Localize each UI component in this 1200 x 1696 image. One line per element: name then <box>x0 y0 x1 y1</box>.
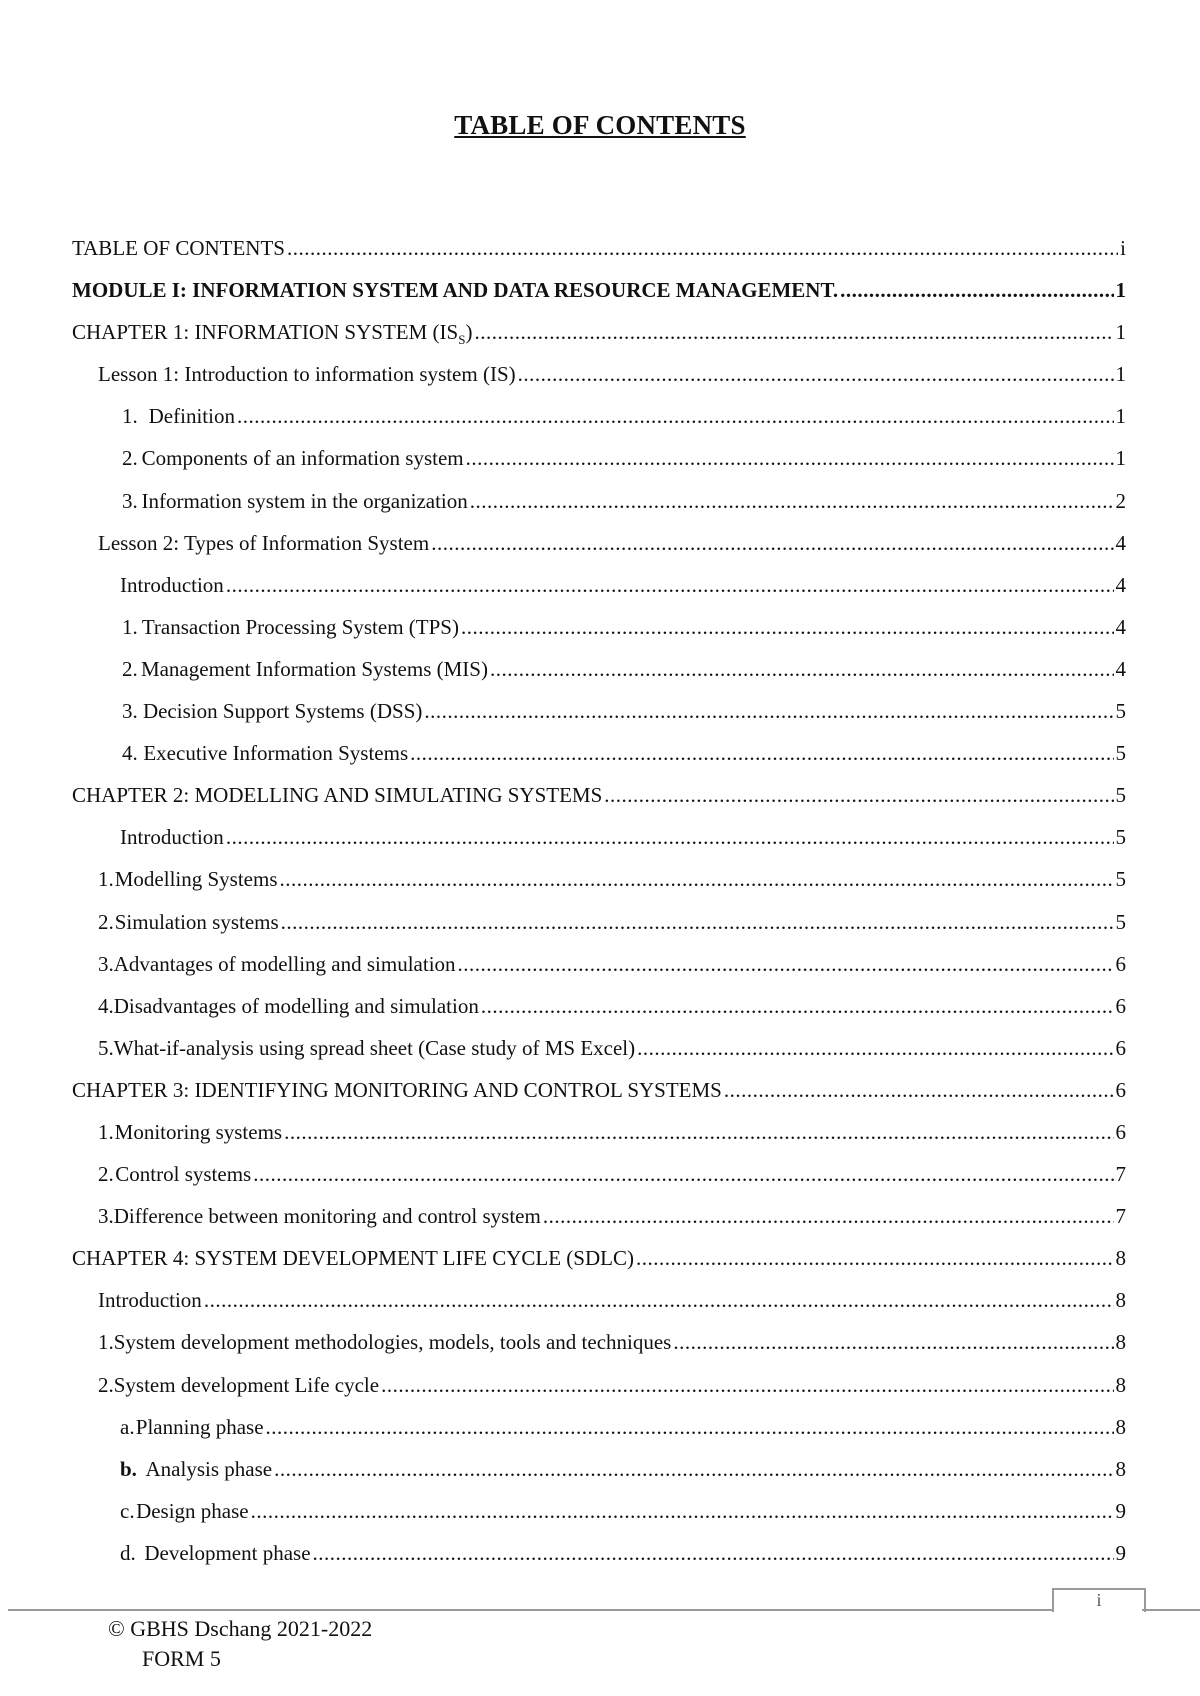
table-of-contents <box>72 236 1126 1583</box>
dot-leader <box>458 952 1114 977</box>
toc-entry-number: c. <box>120 1498 135 1523</box>
dot-leader <box>226 573 1114 598</box>
toc-entry-number: 2. <box>98 909 114 934</box>
toc-intro-entry[interactable] <box>72 825 1126 867</box>
toc-item-entry[interactable] <box>72 657 1126 699</box>
toc-entry-page: 9 <box>1115 1498 1126 1523</box>
toc-intro-entry[interactable] <box>72 1288 1126 1330</box>
toc-intro-entry[interactable] <box>72 573 1126 615</box>
footer-page-number: i <box>1096 1590 1102 1610</box>
toc-entry-page: 5 <box>1115 825 1126 850</box>
toc-chapter-entry[interactable] <box>72 783 1126 825</box>
dot-leader <box>431 531 1113 556</box>
dot-leader <box>313 1541 1114 1566</box>
dot-leader <box>410 741 1113 766</box>
toc-entry-page: 1 <box>1115 320 1126 345</box>
footer-divider <box>8 1609 1058 1611</box>
toc-entry-number: 4. <box>122 741 138 766</box>
toc-entry-label: CHAPTER 2: MODELLING AND SIMULATING SYSTEMS <box>72 783 603 808</box>
toc-entry-label: System development methodologies, models, tools and techniques <box>113 1330 672 1355</box>
toc-entry-number: 2. <box>98 1372 114 1397</box>
toc-entry[interactable] <box>72 236 1126 278</box>
toc-entry-page: 6 <box>1115 993 1126 1018</box>
dot-leader <box>251 1499 1114 1524</box>
toc-item-entry[interactable] <box>72 699 1126 741</box>
footer-divider-right <box>1142 1609 1200 1611</box>
toc-entry-page: 6 <box>1115 1035 1126 1060</box>
dot-leader <box>490 657 1114 682</box>
toc-item-entry[interactable] <box>72 1036 1126 1078</box>
toc-entry-number: 4. <box>98 993 114 1018</box>
toc-entry-page: 2 <box>1115 488 1126 513</box>
toc-lesson-entry[interactable] <box>72 362 1126 404</box>
dot-leader <box>266 1415 1114 1440</box>
toc-entry-page: 8 <box>1115 1246 1126 1271</box>
toc-item-entry[interactable] <box>72 994 1126 1036</box>
toc-entry-label: Decision Support Systems (DSS) <box>142 699 423 724</box>
toc-entry-number: 1. <box>98 1330 114 1355</box>
footer-copyright: © GBHS Dschang 2021-2022 <box>108 1616 373 1641</box>
dot-leader <box>287 236 1118 261</box>
dot-leader <box>481 994 1114 1019</box>
toc-entry-page: 4 <box>1115 530 1126 555</box>
toc-entry-label: Monitoring systems <box>114 1119 283 1144</box>
dot-leader <box>281 910 1114 935</box>
toc-item-entry[interactable] <box>72 1120 1126 1162</box>
toc-item-entry[interactable] <box>72 867 1126 909</box>
toc-entry-page: 1 <box>1115 446 1126 471</box>
toc-entry-label: CHAPTER 4: SYSTEM DEVELOPMENT LIFE CYCLE (SDLC) <box>72 1246 634 1271</box>
toc-entry-number: 1. <box>122 614 138 639</box>
toc-item-entry[interactable] <box>72 489 1126 531</box>
toc-module-entry[interactable] <box>72 278 1126 320</box>
toc-entry-page: 8 <box>1115 1456 1126 1481</box>
dot-leader <box>673 1330 1113 1355</box>
toc-entry-label: Control systems <box>115 1162 252 1187</box>
toc-lesson-entry[interactable] <box>72 531 1126 573</box>
toc-entry-label: Lesson 1: Introduction to information system (IS) <box>98 362 516 387</box>
dot-leader <box>840 278 1113 303</box>
toc-entry-page: 4 <box>1115 656 1126 681</box>
toc-entry-page: 5 <box>1115 909 1126 934</box>
toc-entry-page: 4 <box>1115 572 1126 597</box>
dot-leader <box>461 615 1114 640</box>
toc-entry-page: 4 <box>1115 614 1126 639</box>
toc-item-entry[interactable] <box>72 446 1126 488</box>
dot-leader <box>637 1036 1113 1061</box>
toc-chapter-entry[interactable] <box>72 1078 1126 1120</box>
toc-item-entry[interactable] <box>72 910 1126 952</box>
toc-entry-page: 9 <box>1115 1540 1126 1565</box>
toc-subitem-entry[interactable] <box>72 1457 1126 1499</box>
toc-entry-page: 5 <box>1115 867 1126 892</box>
toc-entry-label: Disadvantages of modelling and simulation <box>113 993 479 1018</box>
toc-entry-label: Components of an information system <box>141 446 464 471</box>
toc-entry-number: 1. <box>98 867 114 892</box>
toc-entry-label: Modelling Systems <box>114 867 278 892</box>
toc-subitem-entry[interactable] <box>72 1499 1126 1541</box>
toc-entry-label: Analysis phase <box>145 1456 273 1481</box>
toc-entry-label: Definition <box>148 404 235 429</box>
toc-entry-number: 3. <box>98 951 114 976</box>
toc-item-entry[interactable] <box>72 1204 1126 1246</box>
toc-item-entry[interactable] <box>72 1162 1126 1204</box>
toc-entry-label: Planning phase <box>135 1414 264 1439</box>
toc-entry-number: b. <box>120 1456 137 1481</box>
toc-entry-page: i <box>1120 236 1126 260</box>
dot-leader <box>280 867 1114 892</box>
toc-entry-page: 6 <box>1115 1077 1126 1102</box>
toc-entry-page: 8 <box>1115 1372 1126 1397</box>
toc-chapter-entry[interactable] <box>72 320 1126 362</box>
dot-leader <box>226 825 1114 850</box>
toc-entry-number: 1. <box>98 1119 114 1144</box>
toc-entry-number: 5. <box>98 1035 114 1060</box>
toc-entry-number: 3. <box>122 699 138 724</box>
toc-entry-page: 5 <box>1115 783 1126 808</box>
toc-item-entry[interactable] <box>72 615 1126 657</box>
toc-entry-label: Design phase <box>136 1498 249 1523</box>
toc-entry-label: Introduction <box>120 825 224 850</box>
toc-entry-label: Management Information Systems (MIS) <box>140 656 488 681</box>
toc-entry-number: 2. <box>98 1162 114 1187</box>
toc-entry-label: Lesson 2: Types of Information System <box>98 530 430 555</box>
page-title: TABLE OF CONTENTS <box>454 110 746 140</box>
dot-leader <box>237 404 1114 429</box>
toc-chapter-entry[interactable] <box>72 1246 1126 1288</box>
toc-entry-page: 6 <box>1115 1119 1126 1144</box>
toc-entry-page: 7 <box>1115 1162 1126 1187</box>
toc-entry-label: Simulation systems <box>114 909 279 934</box>
toc-entry-label: What-if-analysis using spread sheet (Case study of MS Excel) <box>113 1035 636 1060</box>
dot-leader <box>381 1373 1113 1398</box>
toc-item-entry[interactable] <box>72 741 1126 783</box>
dot-leader <box>518 362 1114 387</box>
dot-leader <box>204 1288 1114 1313</box>
toc-entry-label: Introduction <box>98 1288 202 1313</box>
toc-entry-page: 8 <box>1115 1288 1126 1313</box>
toc-entry-page: 5 <box>1115 699 1126 724</box>
toc-entry-label: CHAPTER 1: INFORMATION SYSTEM $(IS_S)$ <box>72 320 473 348</box>
toc-entry-label: Introduction <box>120 572 224 597</box>
toc-entry-number: 2. <box>122 656 138 681</box>
dot-leader <box>604 783 1113 808</box>
toc-entry-label: MODULE I: INFORMATION SYSTEM AND DATA RESOURCE MANAGEMENT. <box>72 278 839 303</box>
toc-entry-number: 1. <box>122 404 138 429</box>
toc-item-entry[interactable] <box>72 952 1126 994</box>
footer-form-label: FORM 5 <box>142 1646 221 1671</box>
dot-leader <box>274 1457 1113 1482</box>
toc-entry-page: 6 <box>1115 951 1126 976</box>
dot-leader <box>466 446 1114 471</box>
toc-entry-number: d. <box>120 1540 136 1565</box>
toc-item-entry[interactable] <box>72 404 1126 446</box>
toc-item-entry[interactable] <box>72 1330 1126 1372</box>
toc-entry-number: 3. <box>98 1204 114 1229</box>
toc-subitem-entry[interactable] <box>72 1541 1126 1583</box>
toc-entry-page: 1 <box>1115 362 1126 387</box>
dot-leader <box>284 1120 1113 1145</box>
toc-entry-label: Advantages of modelling and simulation <box>113 951 456 976</box>
toc-entry-label: CHAPTER 3: IDENTIFYING MONITORING AND CONTROL SYSTEMS <box>72 1077 722 1102</box>
toc-entry-page: 1 <box>1115 404 1126 429</box>
toc-subitem-entry[interactable] <box>72 1415 1126 1457</box>
toc-entry-label: System development Life cycle <box>113 1372 380 1397</box>
toc-entry-number: 3. <box>122 488 138 513</box>
toc-entry-number: a. <box>120 1414 135 1439</box>
dot-leader <box>253 1162 1113 1187</box>
dot-leader <box>424 699 1113 724</box>
dot-leader <box>543 1204 1114 1229</box>
toc-item-entry[interactable] <box>72 1373 1126 1415</box>
dot-leader <box>724 1078 1114 1103</box>
toc-entry-label: TABLE OF CONTENTS <box>72 236 285 260</box>
toc-entry-page: 5 <box>1115 741 1126 766</box>
toc-entry-label: Executive Information Systems <box>143 741 409 766</box>
toc-entry-page: 1 <box>1115 278 1126 303</box>
toc-entry-label: Difference between monitoring and control system <box>113 1204 541 1229</box>
toc-entry-page: 8 <box>1115 1330 1126 1355</box>
dot-leader <box>636 1246 1114 1271</box>
toc-entry-page: 7 <box>1115 1204 1126 1229</box>
toc-entry-label: Development phase <box>144 1540 311 1565</box>
dot-leader <box>474 320 1113 345</box>
toc-entry-number: 2. <box>122 446 138 471</box>
toc-entry-label: Information system in the organization <box>141 488 468 513</box>
toc-entry-page: 8 <box>1115 1414 1126 1439</box>
dot-leader <box>470 489 1114 514</box>
toc-entry-label: Transaction Processing System (TPS) <box>141 614 459 639</box>
